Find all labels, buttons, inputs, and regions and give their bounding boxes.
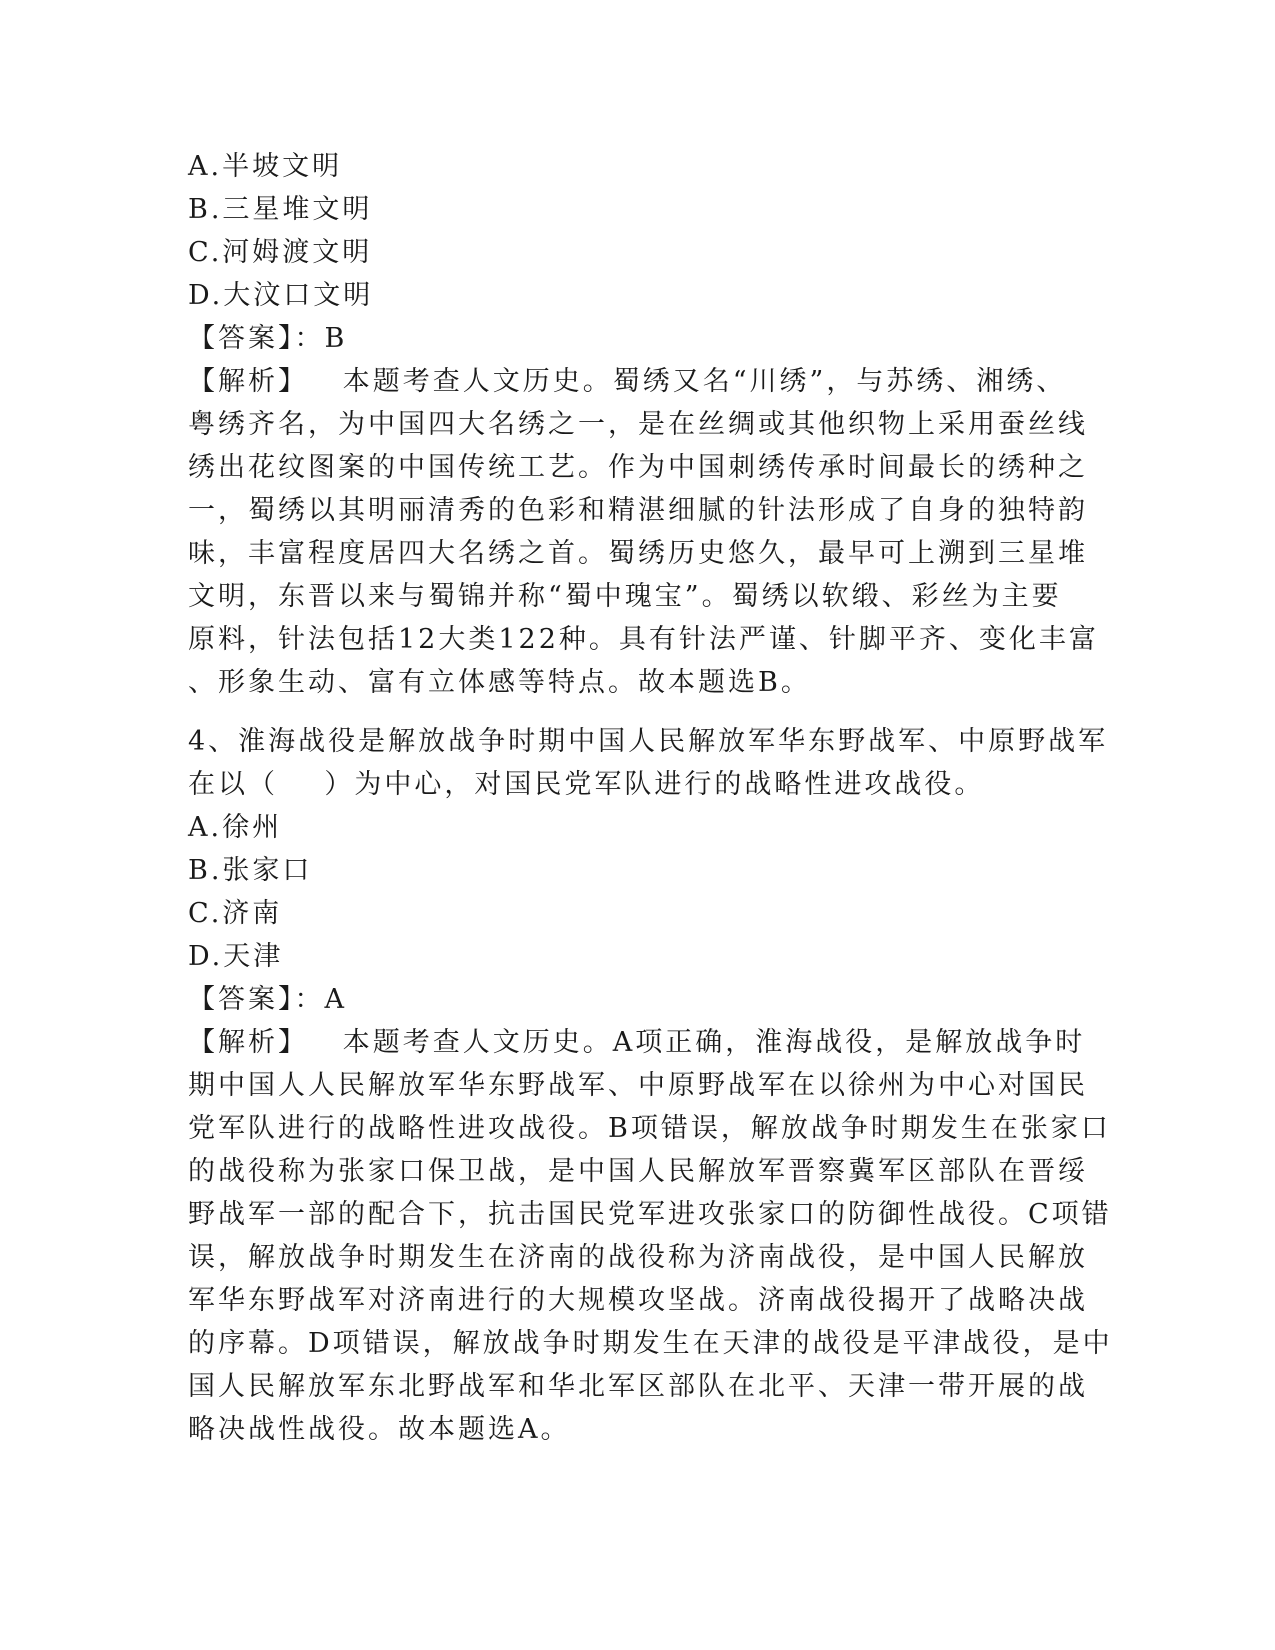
- option-c: C.济南: [188, 898, 283, 929]
- analysis-line: 的战役称为张家口保卫战，是中国人民解放军晋察冀军区部队在晋绥: [188, 1156, 1088, 1187]
- answer-line: 【答案】：A: [188, 984, 347, 1015]
- question-spacer: [188, 704, 1088, 720]
- analysis-line: 期中国人人民解放军华东野战军、中原野战军在以徐州为中心对国民: [188, 1070, 1088, 1101]
- option-b: B.张家口: [188, 855, 313, 886]
- analysis-line: 一，蜀绣以其明丽清秀的色彩和精湛细腻的针法形成了自身的独特韵: [188, 495, 1088, 526]
- option-d: D.天津: [188, 941, 284, 972]
- analysis-line: 国人民解放军东北野战军和华北军区部队在北平、天津一带开展的战: [188, 1371, 1088, 1402]
- analysis-line: 的序幕。D项错误，解放战争时期发生在天津的战役是平津战役，是中: [188, 1328, 1113, 1359]
- analysis-line: 党军队进行的战略性进攻战役。B项错误，解放战争时期发生在张家口: [188, 1113, 1111, 1144]
- option-a: A.徐州: [188, 812, 283, 843]
- analysis-line: 【解析】 本题考查人文历史。A项正确，淮海战役，是解放战争时: [188, 1027, 1086, 1058]
- analysis-line: 原料，针法包括12大类122种。具有针法严谨、针脚平齐、变化丰富: [188, 624, 1099, 655]
- question-4-block: [188, 720, 1113, 1451]
- option-c: C.河姆渡文明: [188, 237, 373, 268]
- question-3-block: [188, 145, 1099, 704]
- analysis-line: 粤绣齐名，为中国四大名绣之一，是在丝绸或其他织物上采用蚕丝线: [188, 409, 1088, 440]
- option-d: D.大汶口文明: [188, 280, 374, 311]
- option-a: A.半坡文明: [188, 151, 343, 182]
- option-b: B.三星堆文明: [188, 194, 373, 225]
- answer-line: 【答案】：B: [188, 323, 348, 354]
- analysis-line: 味，丰富程度居四大名绣之首。蜀绣历史悠久，最早可上溯到三星堆: [188, 538, 1088, 569]
- analysis-line: 文明，东晋以来与蜀锦并称“蜀中瑰宝”。蜀绣以软缎、彩丝为主要: [188, 581, 1062, 612]
- analysis-line: 【解析】 本题考查人文历史。蜀绣又名“川绣”，与苏绣、湘绣、: [188, 366, 1067, 397]
- analysis-line: 军华东野战军对济南进行的大规模攻坚战。济南战役揭开了战略决战: [188, 1285, 1088, 1316]
- document-page: [188, 145, 1113, 1451]
- analysis-line: 略决战性战役。故本题选A。: [188, 1414, 571, 1445]
- analysis-line: 野战军一部的配合下，抗击国民党军进攻张家口的防御性战役。C项错: [188, 1199, 1112, 1230]
- question-text: 4、淮海战役是解放战争时期中国人民解放军华东野战军、中原野战军: [188, 726, 1109, 757]
- analysis-line: 误，解放战争时期发生在济南的战役称为济南战役，是中国人民解放: [188, 1242, 1088, 1273]
- analysis-line: 绣出花纹图案的中国传统工艺。作为中国刺绣传承时间最长的绣种之: [188, 452, 1088, 483]
- analysis-line: 、形象生动、富有立体感等特点。故本题选B。: [188, 667, 811, 698]
- question-text: 在以（ ）为中心，对国民党军队进行的战略性进攻战役。: [188, 769, 985, 800]
